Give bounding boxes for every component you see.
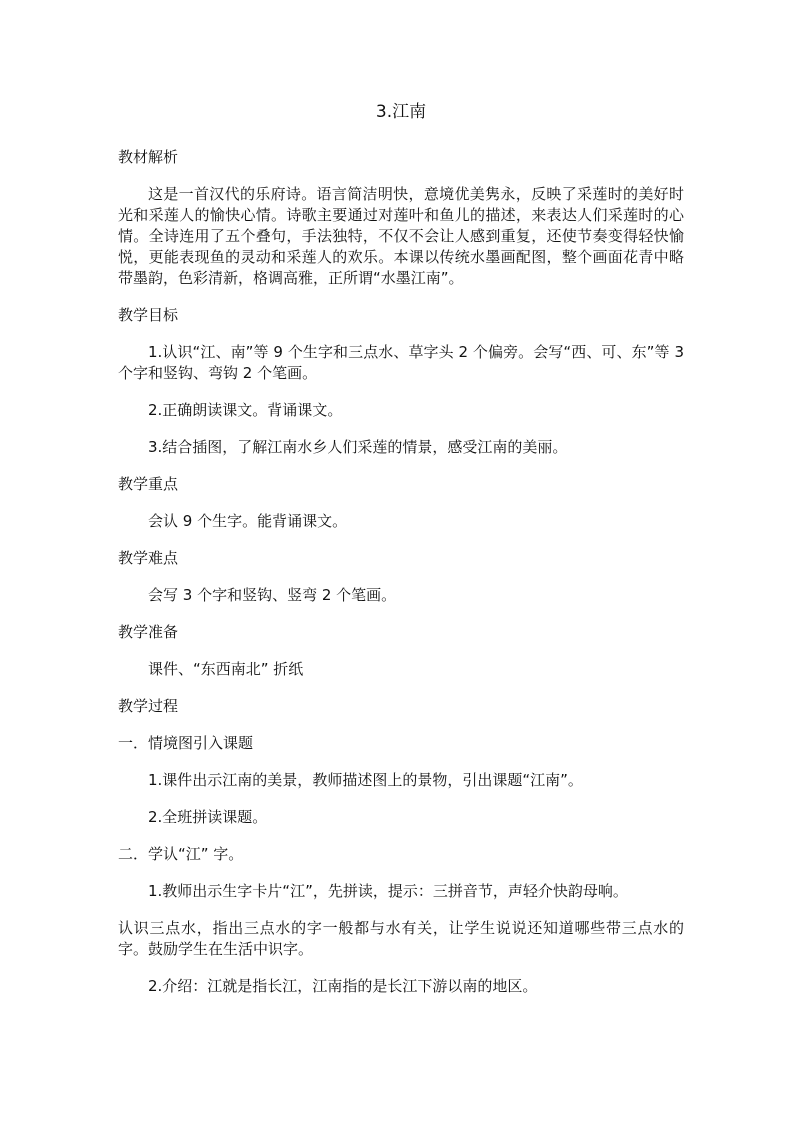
focus-paragraph: 会认 9 个生字。能背诵课文。 xyxy=(148,512,348,530)
goal-item-3: 3.结合插图，了解江南水乡人们采莲的情景，感受江南的美丽。 xyxy=(148,438,568,456)
goal-item-2: 2.正确朗读课文。背诵课文。 xyxy=(148,401,343,419)
process-part-1-heading: 一．情境图引入课题 xyxy=(118,734,254,752)
process-part-2-item-1-continued: 认识三点水，指出三点水的字一般都与水有关，让学生说说还知道哪些带三点水的字。鼓励学生在生活中识字。 xyxy=(118,919,684,958)
document-page xyxy=(118,100,684,1013)
process-part-2-item-1: 1.教师出示生字卡片“江”，先拼读，提示：三拼音节，声轻介快韵母响。 xyxy=(148,882,628,900)
goal-item-1: 1.认识“江、南”等 9 个生字和三点水、草字头 2 个偏旁。会写“西、可、东”等 3 个字和竖钩、弯钩 2 个笔画。 xyxy=(118,343,684,382)
heading-preparation: 教学准备 xyxy=(118,623,179,641)
heading-focus: 教学重点 xyxy=(118,475,179,493)
analysis-paragraph: 这是一首汉代的乐府诗。语言简洁明快，意境优美隽永，反映了采莲时的美好时光和采莲人的愉快心情。诗歌主要通过对莲叶和鱼儿的描述，来表达人们采莲时的心情。全诗连用了五个叠句，手法独特，不仅不会让人感到重复，还使节奏变得轻快愉悦，更能表现鱼的灵动和采莲人的欢乐。本课以传统水墨画配图，整个画面花青中略带墨韵，色彩清新，格调高雅，正所谓“水墨江南”。 xyxy=(118,185,684,287)
difficulty-paragraph: 会写 3 个字和竖钩、竖弯 2 个笔画。 xyxy=(148,586,397,604)
heading-analysis: 教材解析 xyxy=(118,148,179,166)
process-part-2-item-2: 2.介绍：江就是指长江，江南指的是长江下游以南的地区。 xyxy=(148,977,538,995)
heading-goals: 教学目标 xyxy=(118,306,179,324)
page-title: 3.江南 xyxy=(375,102,427,122)
heading-process: 教学过程 xyxy=(118,697,179,715)
process-part-1-item-1: 1.课件出示江南的美景，教师描述图上的景物，引出课题“江南”。 xyxy=(148,771,583,789)
preparation-paragraph: 课件、“东西南北” 折纸 xyxy=(148,660,304,678)
heading-difficulty: 教学难点 xyxy=(118,549,179,567)
process-part-2-heading: 二．学认“江” 字。 xyxy=(118,845,244,863)
process-part-1-item-2: 2.全班拼读课题。 xyxy=(148,808,268,826)
